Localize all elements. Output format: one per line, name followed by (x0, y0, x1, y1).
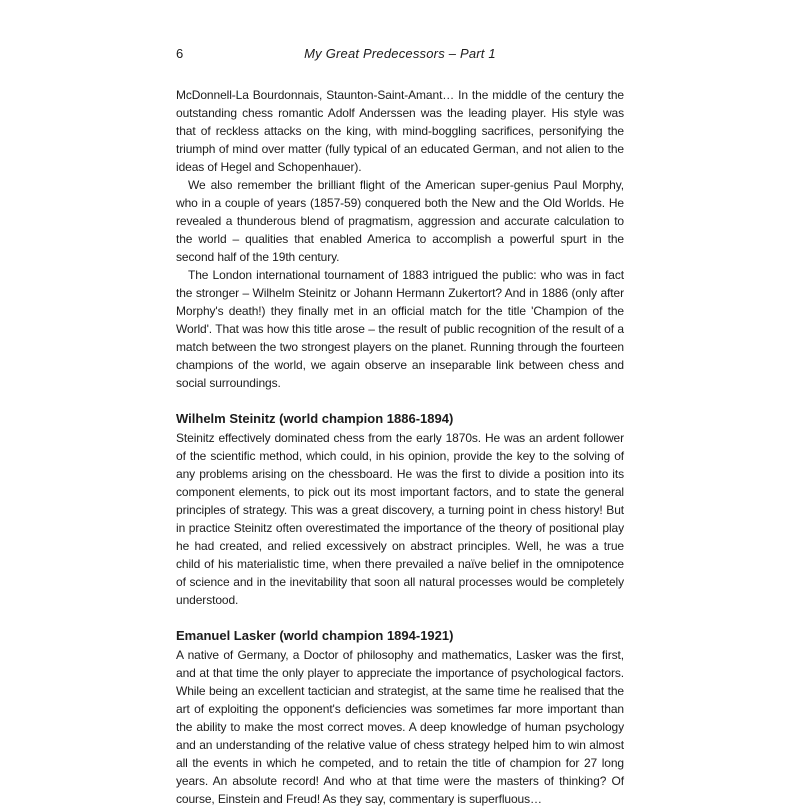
running-head (176, 44, 624, 64)
section-heading-lasker: Emanuel Lasker (world champion 1894-1921) (176, 628, 454, 643)
intro-paragraph-1: McDonnell-La Bourdonnais, Staunton-Saint-Amant… In the middle of the century the outstanding chess romantic Adolf Anderssen was the leading player. His style was that of reckless attacks on the king, with mind-boggling sacrifices, personifying the triumph of mind over matter (fully typical of an educated German, and not alien to the ideas of Hegel and Schopenhauer). (176, 88, 624, 174)
section-heading-steinitz: Wilhelm Steinitz (world champion 1886-1894) (176, 411, 454, 426)
section-steinitz (176, 410, 624, 609)
section-lasker (176, 627, 624, 808)
running-title: My Great Predecessors – Part 1 (304, 46, 496, 61)
page-number: 6 (176, 46, 184, 61)
intro-paragraph-3: The London international tournament of 1883 intrigued the public: who was in fact the stronger – Wilhelm Steinitz or Johann Hermann Zukertort? And in 1886 (only after Morphy's death!) they finally met in an official match for the title 'Champion of the World'. That was how this title arose – the result of public recognition of the result of a match between the two strongest players on the planet. Running through the fourteen champions of the world, we again observe an inseparable link between chess and social surroundings. (176, 268, 624, 390)
section-text-lasker: A native of Germany, a Doctor of philosophy and mathematics, Lasker was the first, and at that time the only player to appreciate the importance of psychological factors. While being an excellent tactician and strategist, at the same time he realised that the art of exploiting the opponent's deficiencies was sometimes far more important than the ability to make the most correct moves. A deep knowledge of human psychology and an understanding of the relative value of chess strategy helped him to win almost all the events in which he competed, and to retain the title of champion for 27 long years. An absolute record! And who at that time were the masters of thinking? Of course, Einstein and Freud! As they say, commentary is superfluous… (176, 648, 624, 806)
section-text-steinitz: Steinitz effectively dominated chess from the early 1870s. He was an ardent follower of the scientific method, which could, in his opinion, provide the key to the solving of any problems arising on the chessboard. He was the first to divide a position into its component elements, to pick out its most important factors, and to state the general principles of strategy. This was a great discovery, a turning point in chess history! But in practice Steinitz often overestimated the importance of the theory of positional play he had created, and relied excessively on abstract principles. Well, he was a true child of his materialistic time, when there prevailed a naïve belief in the omnipotence of science and in the inevitability that soon all natural processes would be completely understood. (176, 431, 624, 607)
intro-text (176, 86, 624, 392)
intro-paragraph-2: We also remember the brilliant flight of the American super-genius Paul Morphy, who in a couple of years (1857-59) conquered both the New and the Old Worlds. He revealed a thunderous blend of pragmatism, aggression and accurate calculation to the world – qualities that enabled America to accomplish a powerful spurt in the second half of the 19th century. (176, 178, 624, 264)
book-page (176, 44, 624, 808)
